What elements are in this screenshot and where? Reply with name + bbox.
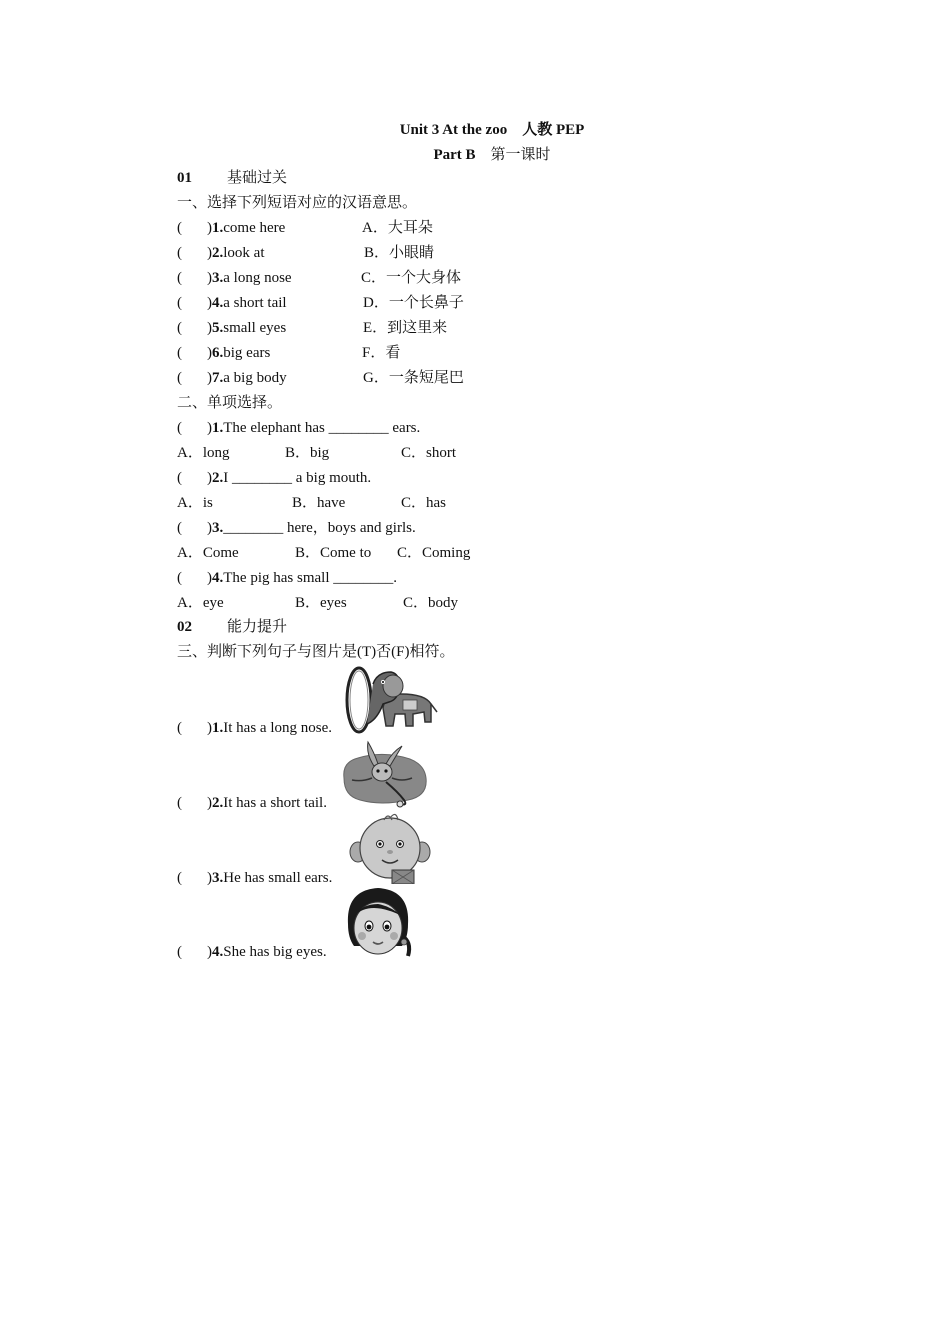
judge-item: ( )4.She has big eyes. — [177, 944, 327, 960]
part2-heading: 二、单项选择。 — [177, 395, 283, 411]
mc-options: A．Come B．Come to C．Coming — [177, 545, 471, 561]
girl-face-picture — [340, 886, 416, 960]
section-01-header — [177, 168, 287, 188]
part3-heading: 三、判断下列句子与图片是(T)否(F)相符。 — [177, 644, 455, 660]
section-number: 01 — [177, 170, 192, 186]
judge-item: ( )1.It has a long nose. — [177, 720, 332, 736]
page-title: Unit 3 At the zoo 人教 PEP — [399, 122, 585, 138]
mc-options: A．long B．big C．short — [177, 445, 457, 461]
matching-item: ( )3.a long nose C．一个大身体 — [177, 270, 462, 286]
lesson-label: 第一课时 — [490, 147, 551, 163]
matching-item: ( )7.a big body G．一条短尾巴 — [177, 370, 464, 386]
part1-heading: 一、选择下列短语对应的汉语意思。 — [177, 195, 418, 211]
rabbit-rug-picture — [338, 738, 430, 810]
mc-options: A．is B．have C．has — [177, 495, 447, 511]
matching-item: ( )4.a short tail D．一个长鼻子 — [177, 295, 464, 311]
elephant-hoop-picture — [343, 664, 438, 736]
section-number: 02 — [177, 619, 192, 635]
matching-item: ( )2.look at B．小眼睛 — [177, 245, 435, 261]
mc-question: ( )2.I ________ a big mouth. — [177, 470, 372, 486]
judge-item: ( )2.It has a short tail. — [177, 795, 327, 811]
mc-options: A．eye B．eyes C．body — [177, 595, 459, 611]
section-label: 能力提升 — [227, 619, 288, 635]
judge-item: ( )3.He has small ears. — [177, 870, 333, 886]
matching-item: ( )1.come here A．大耳朵 — [177, 220, 433, 236]
page-subtitle — [0, 143, 950, 164]
baby-boy-picture — [348, 812, 432, 884]
mc-question: ( )3.________ here，boys and girls. — [177, 520, 416, 536]
matching-item: ( )5.small eyes E．到这里来 — [177, 320, 448, 336]
section-label: 基础过关 — [227, 170, 288, 186]
section-02-header — [177, 617, 287, 637]
matching-item: ( )6.big ears F．看 — [177, 345, 401, 361]
part-label: Part B — [433, 147, 476, 163]
mc-question: ( )4.The pig has small ________. — [177, 570, 397, 586]
mc-question: ( )1.The elephant has ________ ears. — [177, 420, 421, 436]
